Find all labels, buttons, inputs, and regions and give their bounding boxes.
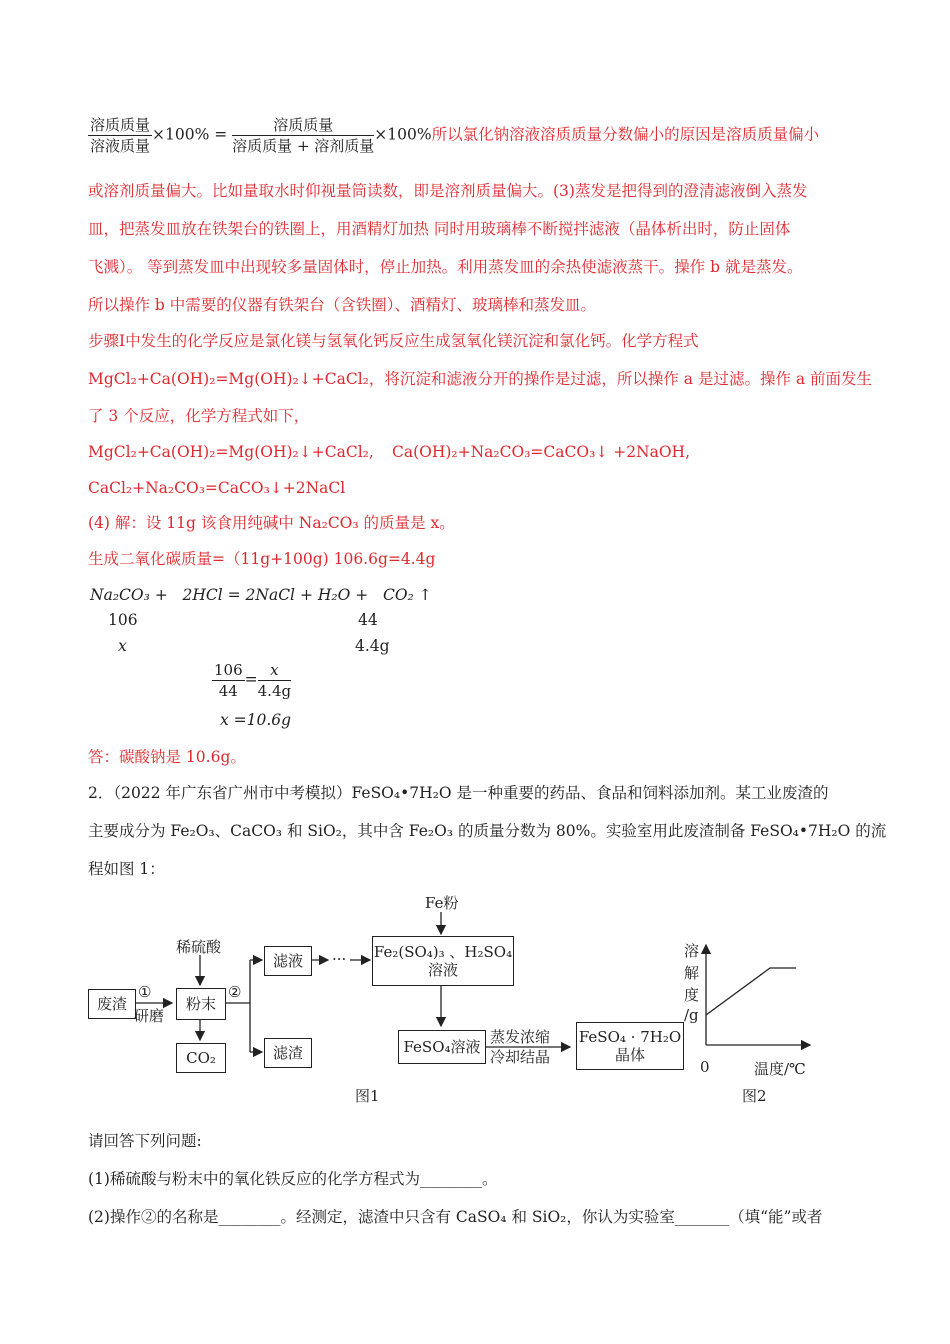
answer-line: 或溶剂质量偏大。比如量取水时仰视量筒读数，即是溶剂质量偏大。(3)蒸发是把得到的澄清滤液倒入蒸发 <box>88 182 808 200</box>
percent-sign: ×100% <box>374 125 432 144</box>
fraction-numerator: x <box>258 660 291 681</box>
filtrate-box: 滤液 <box>264 946 312 976</box>
solution-label: 溶液 <box>427 961 458 979</box>
x-axis-label: 温度/℃ <box>754 1060 806 1078</box>
part4-intro: (4) 解：设 11g 该食用纯碱中 Na₂CO₃ 的质量是 x。 <box>88 514 455 532</box>
ferric-sulfate-label: Fe₂(SO₄)₃ 、H₂SO₄ <box>373 943 513 961</box>
crystal-formula: FeSO₄ · 7H₂O <box>578 1028 682 1046</box>
ellipsis: ··· <box>332 950 347 968</box>
fraction-denominator: 溶液质量 <box>90 137 151 155</box>
fraction-denominator: 44 <box>218 682 238 700</box>
step-1-label: ① <box>138 983 152 1001</box>
crystal-box <box>576 1022 684 1070</box>
answer-line: 皿，把蒸发皿放在铁架台的铁圈上，用酒精灯加热 同时用玻璃棒不断搅拌滤液（晶体析出时，防止固体 <box>88 220 791 238</box>
dilute-acid-label: 稀硫酸 <box>176 938 222 956</box>
question2-line: 程如图 1： <box>88 860 165 878</box>
y-axis-char: /g <box>684 1006 699 1024</box>
final-answer: 答：碳酸钠是 10.6g。 <box>88 748 246 766</box>
question-1: (1)稀硫酸与粉末中的氧化铁反应的化学方程式为________。 <box>88 1170 498 1188</box>
grind-label: 研磨 <box>134 1007 165 1025</box>
result-line: x =10.6g <box>220 711 292 729</box>
equals-sign: = <box>244 670 258 689</box>
molar-mass-co2: 44 <box>358 611 378 629</box>
answer-line: 飞溅）。 等到蒸发皿中出现较多量固体时，停止加热。利用蒸发皿的余热使滤液蒸干。操作 b 就是蒸发。 <box>88 258 803 276</box>
origin-label: 0 <box>700 1058 710 1076</box>
figure-1-caption: 图1 <box>355 1087 380 1105</box>
ferric-sulfate-box <box>372 936 514 986</box>
crystallize-label: 冷却结晶 <box>490 1048 551 1066</box>
fraction-numerator: 溶质质量 <box>232 115 374 136</box>
fe-powder-label: Fe粉 <box>425 894 459 912</box>
question2-line: 主要成分为 Fe₂O₃、CaCO₃ 和 SiO₂，其中含 Fe₂O₃ 的质量分数为 80%。实验室用此废渣制备 FeSO₄•7H₂O 的流 <box>88 822 887 840</box>
questions-prompt: 请回答下列问题: <box>88 1132 202 1150</box>
co2-box: CO₂ <box>176 1043 226 1073</box>
molar-mass-na2co3: 106 <box>108 611 138 629</box>
question2-line: 2．（2022 年广东省广州市中考模拟）FeSO₄•7H₂O 是一种重要的药品、食品和饲料添加剂。某工业废渣的 <box>88 784 829 802</box>
equation-1: MgCl₂+Ca(OH)₂=Mg(OH)₂↓+CaCl₂, <box>88 443 374 461</box>
figure-2-caption: 图2 <box>742 1087 767 1105</box>
fraction-denominator: 溶质质量 + 溶剂质量 <box>232 137 375 155</box>
answer-line: 步骤Ⅰ中发生的化学反应是氯化镁与氢氧化钙反应生成氢氧化镁沉淀和氯化钙。化学方程式 <box>88 332 699 350</box>
powder-box: 粉末 <box>176 988 226 1020</box>
residue-box: 滤渣 <box>264 1038 312 1068</box>
formula-explanation: 所以氯化钠溶液溶质质量分数偏小的原因是溶质质量偏小 <box>431 125 820 144</box>
fraction-denominator: 4.4g <box>257 682 292 700</box>
unknown-x: x <box>118 637 127 655</box>
fraction-numerator: 溶质质量 <box>90 116 151 134</box>
ferrous-sulfate-solution-box: FeSO₄溶液 <box>398 1030 486 1064</box>
y-axis-char: 度 <box>684 986 700 1004</box>
equation-3: CaCl₂+Na₂CO₃=CaCO₃↓+2NaCl <box>88 479 346 497</box>
reaction-equation: Na₂CO₃ + 2HCl = 2NaCl + H₂O + CO₂ ↑ <box>90 586 432 604</box>
answer-line: MgCl₂+Ca(OH)₂=Mg(OH)₂↓+CaCl₂，将沉淀和滤液分开的操作是过滤，所以操作 a 是过滤。操作 a 前面发生 <box>88 370 873 388</box>
waste-box: 废渣 <box>88 989 136 1019</box>
y-axis-char: 溶 <box>684 942 700 960</box>
percent-equals: ×100% = <box>152 125 228 144</box>
fraction-numerator: 106 <box>214 661 243 679</box>
solubility-graph <box>706 945 810 1045</box>
equation-2: Ca(OH)₂+Na₂CO₃=CaCO₃↓ +2NaOH, <box>392 443 691 461</box>
evaporate-label: 蒸发浓缩 <box>490 1028 551 1046</box>
y-axis-char: 解 <box>684 964 700 982</box>
question-2: (2)操作②的名称是________。经测定，滤渣中只含有 CaSO₄ 和 SiO₂，你认为实验室_______（填“能”或者 <box>88 1208 823 1226</box>
answer-line: 了 3 个反应，化学方程式如下， <box>88 407 310 425</box>
answer-line: 所以操作 b 中需要的仪器有铁架台（含铁圈）、酒精灯、玻璃棒和蒸发皿。 <box>88 296 597 314</box>
co2-mass-line: 生成二氧化碳质量=（11g+100g) 106.6g=4.4g <box>88 550 436 568</box>
step-2-label: ② <box>228 983 242 1001</box>
crystal-label: 晶体 <box>614 1046 645 1064</box>
co2-known-mass: 4.4g <box>355 637 390 655</box>
